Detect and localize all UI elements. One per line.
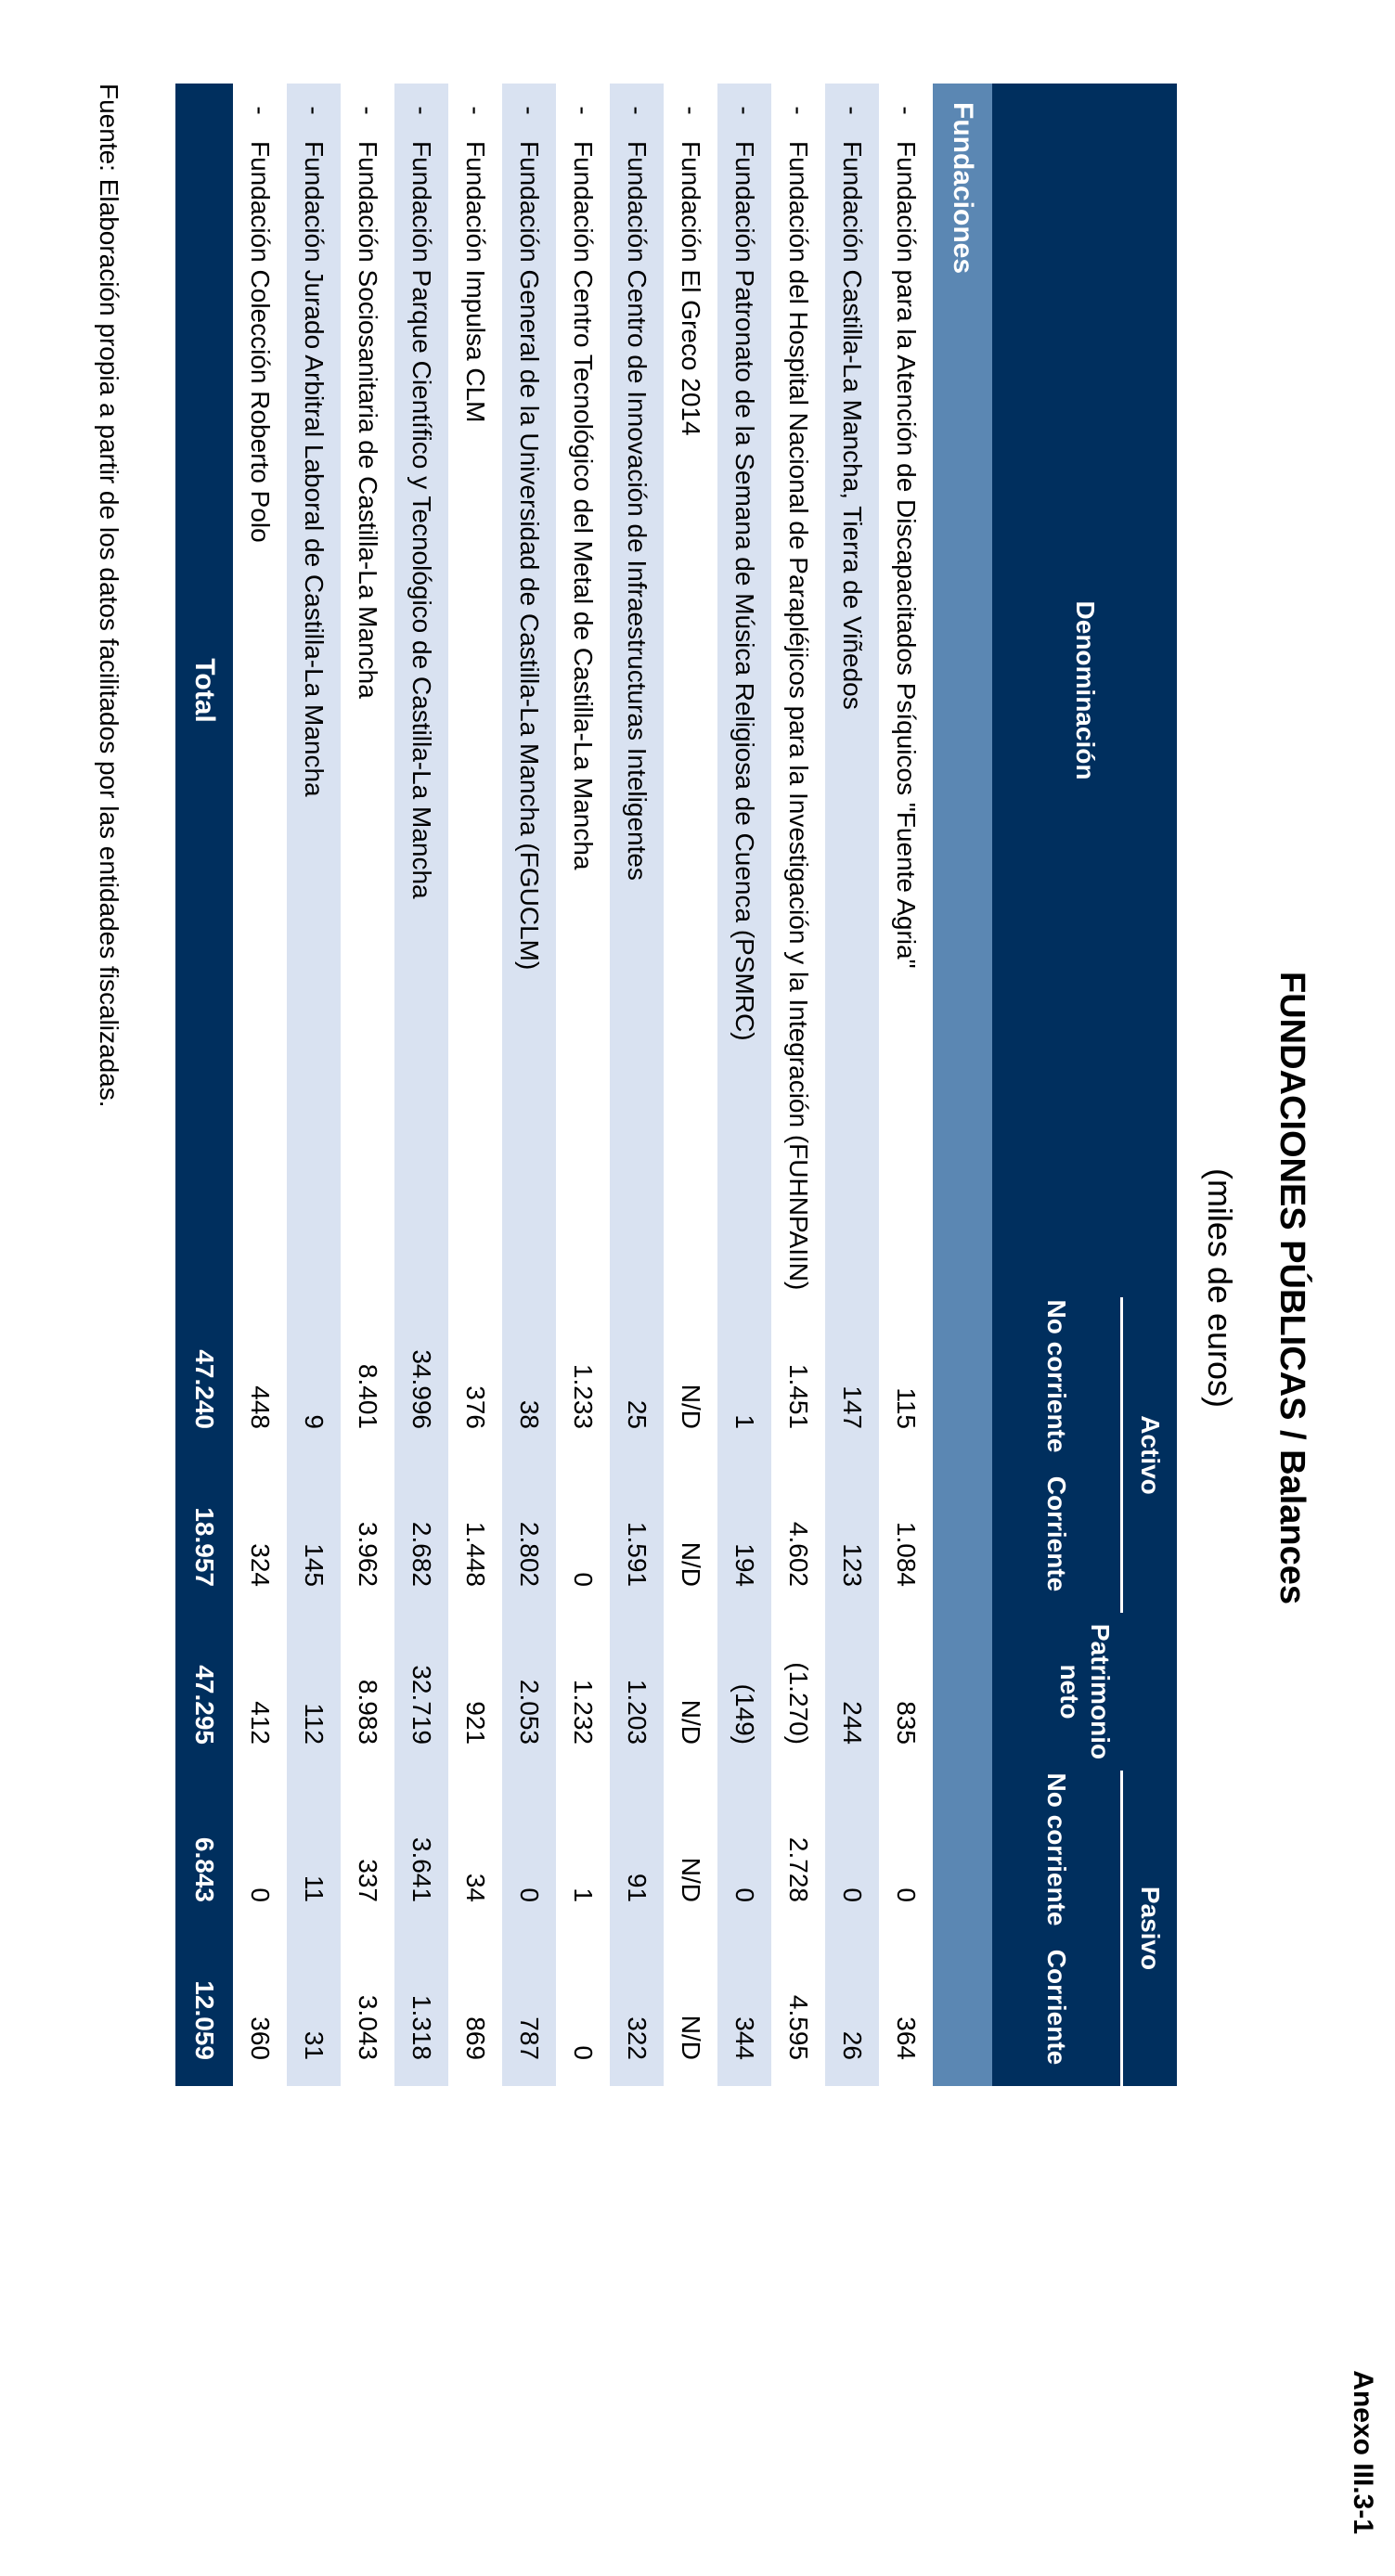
cell-activo-corriente: 4.602 bbox=[784, 1521, 813, 1587]
total-activo-no-corriente: 47.240 bbox=[175, 1297, 233, 1455]
row-denominacion: Fundación Patronato de la Semana de Música Religiosa de Cuenca (PSMRC) bbox=[717, 137, 771, 1297]
cell-pasivo-no-corriente: 0 bbox=[825, 1771, 879, 1928]
row-marker: - bbox=[569, 106, 598, 115]
cell-activo-no-corriente: 34.996 bbox=[394, 1297, 448, 1455]
table-row bbox=[502, 84, 556, 2086]
row-denominacion: Fundación Impulsa CLM bbox=[461, 141, 490, 423]
cell-pasivo-corriente: 1.318 bbox=[394, 1928, 448, 2086]
cell-pasivo-corriente: 3.043 bbox=[354, 1994, 382, 2060]
cell-activo-corriente: 324 bbox=[246, 1543, 275, 1587]
table-row bbox=[610, 84, 664, 2086]
balances-table bbox=[175, 84, 1177, 2086]
cell-pasivo-corriente: 322 bbox=[610, 1928, 664, 2086]
table-row bbox=[717, 84, 771, 2086]
cell-patrimonio-neto: 8.983 bbox=[354, 1679, 382, 1745]
row-marker: - bbox=[461, 106, 490, 115]
total-activo-corriente: 18.957 bbox=[175, 1455, 233, 1613]
cell-activo-corriente: 3.962 bbox=[354, 1521, 382, 1587]
table-row bbox=[233, 84, 287, 2086]
cell-activo-no-corriente: 1.233 bbox=[569, 1363, 598, 1429]
cell-activo-no-corriente: 115 bbox=[892, 1387, 921, 1429]
cell-pasivo-no-corriente: 3.641 bbox=[394, 1771, 448, 1928]
section-row bbox=[933, 84, 992, 2086]
table-row bbox=[394, 84, 448, 2086]
cell-patrimonio-neto: 835 bbox=[892, 1701, 921, 1745]
cell-pasivo-corriente: 787 bbox=[502, 1928, 556, 2086]
table-row bbox=[879, 84, 933, 2086]
row-denominacion: Fundación Centro Tecnológico del Metal de Castilla-La Mancha bbox=[569, 141, 598, 870]
cell-pasivo-no-corriente: 11 bbox=[287, 1771, 341, 1928]
cell-patrimonio-neto: (149) bbox=[717, 1613, 771, 1771]
cell-activo-no-corriente: 25 bbox=[610, 1297, 664, 1455]
cell-activo-no-corriente: 147 bbox=[825, 1297, 879, 1455]
cell-pasivo-corriente: 364 bbox=[892, 2016, 921, 2060]
cell-activo-no-corriente: 1.451 bbox=[784, 1363, 813, 1429]
cell-activo-corriente: 194 bbox=[717, 1455, 771, 1613]
row-denominacion: Fundación Sociosanitaria de Castilla-La Mancha bbox=[354, 141, 382, 699]
cell-activo-no-corriente: 38 bbox=[502, 1297, 556, 1455]
annex-label: Anexo III.3-1 bbox=[1348, 2370, 1378, 2534]
row-marker: - bbox=[892, 106, 921, 115]
cell-activo-no-corriente: 8.401 bbox=[354, 1363, 382, 1429]
total-label: Total bbox=[175, 84, 233, 1297]
cell-activo-corriente: 123 bbox=[825, 1455, 879, 1613]
header-activo-no-corriente: No corriente bbox=[992, 1297, 1122, 1455]
cell-pasivo-corriente: 4.595 bbox=[784, 1994, 813, 2060]
header-pasivo-no-corriente: No corriente bbox=[992, 1771, 1122, 1928]
header-pasivo: Pasivo bbox=[1122, 1771, 1178, 2086]
row-marker: - bbox=[717, 84, 771, 137]
header-patrimonio-neto: Patrimonio neto bbox=[992, 1613, 1177, 1771]
cell-activo-no-corriente: 1 bbox=[717, 1297, 771, 1455]
cell-pasivo-no-corriente: 337 bbox=[354, 1859, 382, 1902]
row-marker: - bbox=[677, 106, 705, 115]
cell-pasivo-corriente: N/D bbox=[677, 2015, 705, 2060]
row-marker: - bbox=[246, 106, 275, 115]
table-row bbox=[825, 84, 879, 2086]
header-activo-corriente: Corriente bbox=[992, 1455, 1122, 1613]
cell-pasivo-no-corriente: 0 bbox=[246, 1887, 275, 1902]
header-activo: Activo bbox=[1122, 1297, 1178, 1613]
cell-activo-no-corriente: N/D bbox=[677, 1384, 705, 1429]
cell-patrimonio-neto: 412 bbox=[246, 1701, 275, 1745]
cell-patrimonio-neto: 112 bbox=[287, 1613, 341, 1771]
cell-pasivo-corriente: 31 bbox=[287, 1928, 341, 2086]
row-denominacion: Fundación General de la Universidad de Castilla-La Mancha (FGUCLM) bbox=[502, 137, 556, 1297]
cell-patrimonio-neto: 921 bbox=[461, 1701, 490, 1745]
row-denominacion: Fundación para la Atención de Discapacitados Psíquicos "Fuente Agria" bbox=[892, 141, 921, 969]
source-note: Fuente: Elaboración propia a partir de los datos facilitados por las entidades fiscalizadas. bbox=[95, 84, 123, 1108]
cell-activo-no-corriente: 448 bbox=[246, 1385, 275, 1429]
table-row bbox=[341, 84, 394, 2086]
cell-pasivo-no-corriente: 2.728 bbox=[784, 1836, 813, 1902]
cell-patrimonio-neto: (1.270) bbox=[784, 1662, 813, 1745]
cell-patrimonio-neto: 32.719 bbox=[394, 1613, 448, 1771]
cell-pasivo-corriente: 869 bbox=[461, 2016, 490, 2060]
total-pasivo-corriente: 12.059 bbox=[175, 1928, 233, 2086]
row-denominacion: Fundación del Hospital Nacional de Parapléjicos para la Investigación y la Integración (FUHNPAIIN) bbox=[784, 141, 813, 1291]
row-marker: - bbox=[784, 106, 813, 115]
cell-patrimonio-neto: 244 bbox=[825, 1613, 879, 1771]
cell-activo-corriente: 0 bbox=[569, 1572, 598, 1587]
table-row bbox=[448, 84, 502, 2086]
section-label: Fundaciones bbox=[933, 84, 992, 2086]
cell-activo-corriente: 2.802 bbox=[502, 1455, 556, 1613]
cell-activo-corriente: 1.591 bbox=[610, 1455, 664, 1613]
row-marker: - bbox=[394, 84, 448, 137]
row-denominacion: Fundación Colección Roberto Polo bbox=[246, 141, 275, 543]
total-pasivo-no-corriente: 6.843 bbox=[175, 1771, 233, 1928]
cell-pasivo-corriente: 0 bbox=[569, 2045, 598, 2060]
cell-pasivo-no-corriente: 1 bbox=[569, 1887, 598, 1902]
row-denominacion: Fundación El Greco 2014 bbox=[677, 141, 705, 436]
row-marker: - bbox=[287, 84, 341, 137]
row-marker: - bbox=[502, 84, 556, 137]
page-subtitle: (miles de euros) bbox=[1201, 1167, 1239, 1409]
cell-pasivo-no-corriente: 0 bbox=[892, 1887, 921, 1902]
cell-pasivo-no-corriente: 0 bbox=[717, 1771, 771, 1928]
cell-patrimonio-neto: 1.203 bbox=[610, 1613, 664, 1771]
cell-patrimonio-neto: 1.232 bbox=[569, 1679, 598, 1745]
cell-pasivo-corriente: 360 bbox=[246, 2016, 275, 2060]
row-marker: - bbox=[354, 106, 382, 115]
row-denominacion: Fundación Centro de Innovación de Infraestructuras Inteligentes bbox=[610, 137, 664, 1297]
table-row bbox=[556, 84, 610, 2086]
cell-activo-corriente: N/D bbox=[677, 1541, 705, 1587]
cell-activo-corriente: 1.084 bbox=[892, 1521, 921, 1587]
total-patrimonio-neto: 47.295 bbox=[175, 1613, 233, 1771]
table-row bbox=[287, 84, 341, 2086]
cell-pasivo-no-corriente: 91 bbox=[610, 1771, 664, 1928]
cell-patrimonio-neto: 2.053 bbox=[502, 1613, 556, 1771]
row-marker: - bbox=[825, 84, 879, 137]
table-row bbox=[664, 84, 717, 2086]
cell-pasivo-corriente: 26 bbox=[825, 1928, 879, 2086]
row-denominacion: Fundación Castilla-La Mancha, Tierra de Viñedos bbox=[825, 137, 879, 1297]
cell-activo-no-corriente: 376 bbox=[461, 1385, 490, 1429]
cell-pasivo-no-corriente: 0 bbox=[502, 1771, 556, 1928]
cell-pasivo-corriente: 344 bbox=[717, 1928, 771, 2086]
row-denominacion: Fundación Jurado Arbitral Laboral de Castilla-La Mancha bbox=[287, 137, 341, 1297]
cell-pasivo-no-corriente: 34 bbox=[461, 1873, 490, 1902]
table-row bbox=[771, 84, 825, 2086]
cell-pasivo-no-corriente: N/D bbox=[677, 1857, 705, 1902]
row-denominacion: Fundación Parque Científico y Tecnológico de Castilla-La Mancha bbox=[394, 137, 448, 1297]
page-title: FUNDACIONES PÚBLICAS / Balances bbox=[1272, 971, 1311, 1604]
cell-activo-corriente: 2.682 bbox=[394, 1455, 448, 1613]
cell-activo-corriente: 1.448 bbox=[461, 1521, 490, 1587]
cell-activo-no-corriente: 9 bbox=[287, 1297, 341, 1455]
cell-activo-corriente: 145 bbox=[287, 1455, 341, 1613]
total-row bbox=[175, 84, 233, 2086]
row-marker: - bbox=[610, 84, 664, 137]
cell-patrimonio-neto: N/D bbox=[677, 1699, 705, 1745]
header-pasivo-corriente: Corriente bbox=[992, 1928, 1122, 2086]
header-denominacion: Denominación bbox=[992, 84, 1177, 1297]
